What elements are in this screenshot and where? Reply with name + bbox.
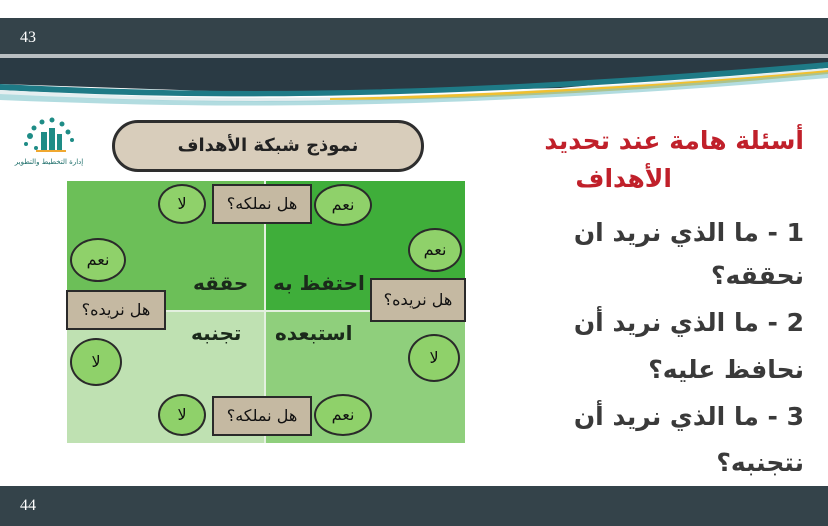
heading-line-1: أسئلة هامة عند تحديد [544,126,804,155]
question-2-cont: نحافظ عليه؟ [648,355,804,384]
label-avoid: تجنبه [191,321,242,345]
no-oval-top: لا [158,184,206,224]
heading-line-2: الأهداف [575,164,672,193]
slide [0,58,828,486]
want-question-right: هل نريده؟ [370,278,466,322]
logo-icon [14,116,84,176]
diagram-title: نموذج شبكة الأهداف [112,120,424,172]
own-question-bottom: هل نملكه؟ [212,396,312,436]
page-number: 44 [20,497,36,514]
page-header-bar [0,18,828,54]
yes-oval-top: نعم [314,184,372,226]
question-3: 3 - ما الذي نريد أن [573,402,804,431]
question-1-cont: نحققه؟ [710,261,804,290]
question-3-cont: نتجنبه؟ [716,448,804,477]
label-achieve: حققه [193,271,249,295]
yes-oval-left: نعم [70,238,126,282]
page-footer-bar [0,486,828,526]
yes-oval-right: نعم [408,228,462,272]
label-eliminate: استبعده [275,321,353,345]
own-question-top: هل نملكه؟ [212,184,312,224]
no-oval-left: لا [70,338,122,386]
question-2: 2 - ما الذي نريد أن [573,308,804,337]
yes-oval-bottom: نعم [314,394,372,436]
heading [464,122,804,198]
logo-name: إدارة التخطيط والتطوير [14,158,84,166]
want-question-left: هل نريده؟ [66,290,166,330]
question-1: 1 - ما الذي نريد ان [573,218,804,247]
banner-swoosh [0,58,828,118]
no-oval-bottom: لا [158,394,206,436]
page-number: 43 [20,29,36,46]
no-oval-right: لا [408,334,460,382]
label-keep: احتفظ به [273,271,365,295]
top-strip [0,0,828,18]
